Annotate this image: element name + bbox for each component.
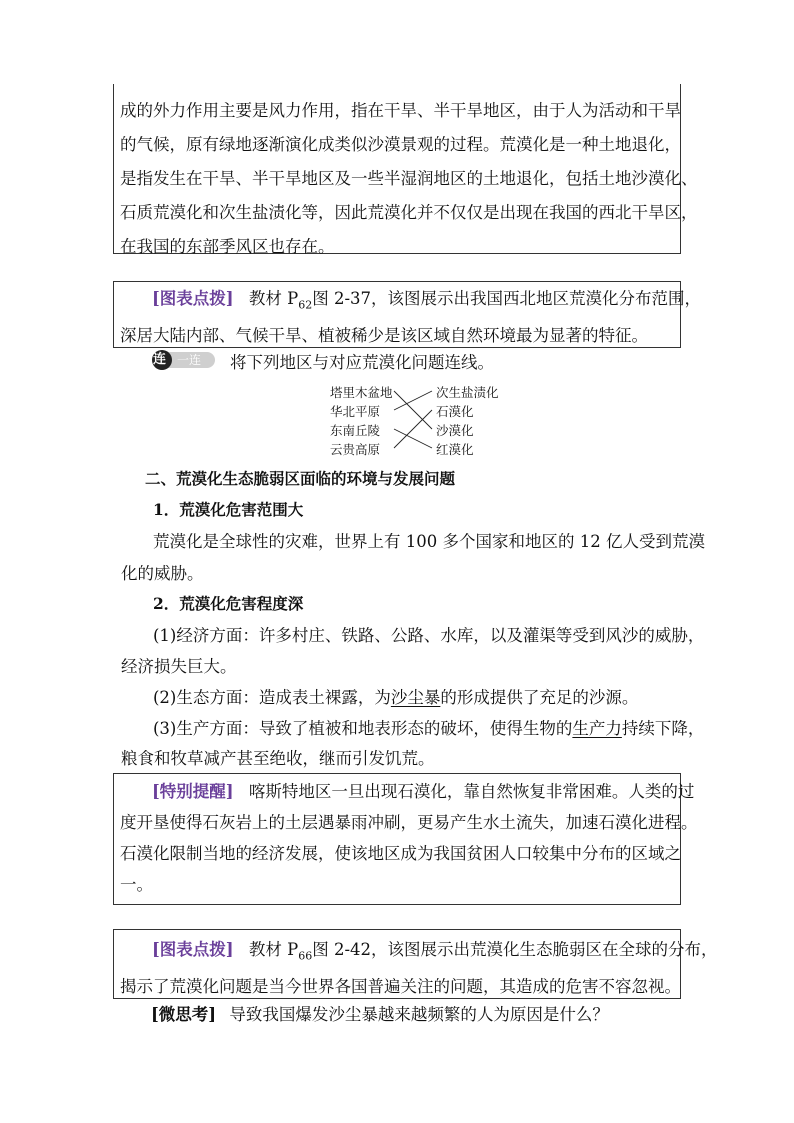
page-subscript: 62 [298, 298, 313, 312]
think-question: 导致我国爆发沙尘暴越来越频繁的人为原因是什么？ [229, 1005, 609, 1024]
chart-tip-box-2 [113, 929, 718, 999]
tip-tag: [图表点拨] [152, 289, 234, 308]
tip-line [120, 934, 718, 971]
tip-line: 一。 [120, 875, 153, 894]
text-segment: 的形成提供了充足的沙源。 [440, 688, 639, 707]
paragraph-line: 粮食和牧草减产甚至绝收，继而引发饥荒。 [121, 749, 435, 768]
tip-text: 图 2-37，该图展示出我国西北地区荒漠化分布范围， [312, 289, 702, 308]
subheading: 1．荒漠化危害范围大 [153, 500, 304, 519]
match-connector-line [394, 391, 432, 410]
paragraph-line: 的气候，原有绿地逐渐演化成类似沙漠景观的过程。荒漠化是一种土地退化， [120, 135, 681, 154]
tip-line [120, 776, 695, 807]
paragraph-line: (1)经济方面：许多村庄、铁路、公路、水库，以及灌渠等受到风沙的威胁， [153, 626, 705, 645]
text-segment: (2)生态方面：造成表土裸露，为 [153, 688, 391, 707]
match-connector-line [394, 391, 432, 429]
paragraph-line: 在我国的东部季风区也存在。 [120, 237, 335, 256]
think-line [151, 1001, 609, 1025]
paragraph-line: 成的外力作用主要是风力作用，指在干旱、半干旱地区，由于人为活动和干旱 [120, 101, 681, 120]
match-left-item: 云贵高原 [330, 442, 381, 457]
tip-line [120, 283, 702, 320]
special-reminder-box [113, 773, 698, 905]
paragraph-line: 经济损失巨大。 [121, 657, 237, 676]
matching-diagram [326, 381, 506, 461]
badge-label: 一连 [177, 353, 202, 367]
paragraph-line: 石质荒漠化和次生盐渍化等，因此荒漠化并不仅仅是出现在我国的西北干旱区， [120, 203, 698, 222]
section-heading: 二、荒漠化生态脆弱区面临的环境与发展问题 [145, 469, 456, 488]
tip-text: 喀斯特地区一旦出现石漠化，靠自然恢复非常困难。人类的过 [248, 782, 695, 801]
text-segment: (3)生产方面：导致了植被和地表形态的破坏，使得生物的 [153, 719, 573, 738]
paragraph-line [153, 684, 638, 708]
think-tag: [微思考] [151, 1005, 217, 1024]
chart-tip-box-1 [113, 281, 702, 348]
paragraph-line: 是指发生在干旱、半干旱地区及一些半湿润地区的土地退化，包括土地沙漠化、 [120, 169, 698, 188]
paragraph-line: 荒漠化是全球性的灾难，世界上有 100 多个国家和地区的 12 亿人受到荒漠 [153, 532, 705, 551]
match-right-item: 红漠化 [436, 442, 474, 457]
underlined-term: 沙尘暴 [390, 688, 441, 707]
tip-tag: [图表点拨] [152, 940, 234, 959]
tip-text: 教材 P [248, 940, 299, 959]
definition-box [113, 84, 698, 256]
link-activity-badge [151, 350, 215, 370]
tip-line: 深居大陆内部、气候干旱、植被稀少是该区域自然环境最为显著的特征。 [120, 326, 648, 346]
underlined-term: 生产力 [572, 719, 622, 738]
text-segment: 持续下降， [621, 719, 705, 738]
match-right-item: 次生盐渍化 [436, 385, 499, 400]
tip-text: 图 2-42，该图展示出荒漠化生态脆弱区在全球的分布， [312, 940, 718, 959]
page-subscript: 66 [298, 949, 313, 963]
tip-tag: [特别提醒] [152, 782, 234, 801]
match-right-item: 石漠化 [436, 404, 474, 419]
instruction-text: 将下列地区与对应荒漠化问题连线。 [230, 353, 494, 372]
tip-line: 石漠化限制当地的经济发展，使该地区成为我国贫困人口较集中分布的区域之 [120, 844, 681, 863]
match-left-item: 塔里木盆地 [330, 385, 393, 400]
matching-lines [326, 381, 506, 461]
tip-line: 揭示了荒漠化问题是当今世界各国普遍关注的问题，其造成的危害不容忽视。 [120, 977, 681, 997]
tip-text: 教材 P [248, 289, 299, 308]
tip-line: 度开垦使得石灰岩上的土层遇暴雨冲刷，更易产生水土流失，加速石漠化进程。 [120, 813, 698, 832]
match-left-item: 东南丘陵 [330, 423, 381, 438]
match-left-item: 华北平原 [330, 404, 381, 419]
subheading: 2．荒漠化危害程度深 [153, 594, 304, 613]
paragraph-line [153, 715, 704, 739]
match-right-item: 沙漠化 [436, 423, 474, 438]
paragraph-line: 化的威胁。 [121, 564, 204, 583]
match-connector-line [394, 410, 432, 448]
badge-icon-char: 连 [153, 352, 167, 367]
match-connector-line [394, 429, 432, 448]
